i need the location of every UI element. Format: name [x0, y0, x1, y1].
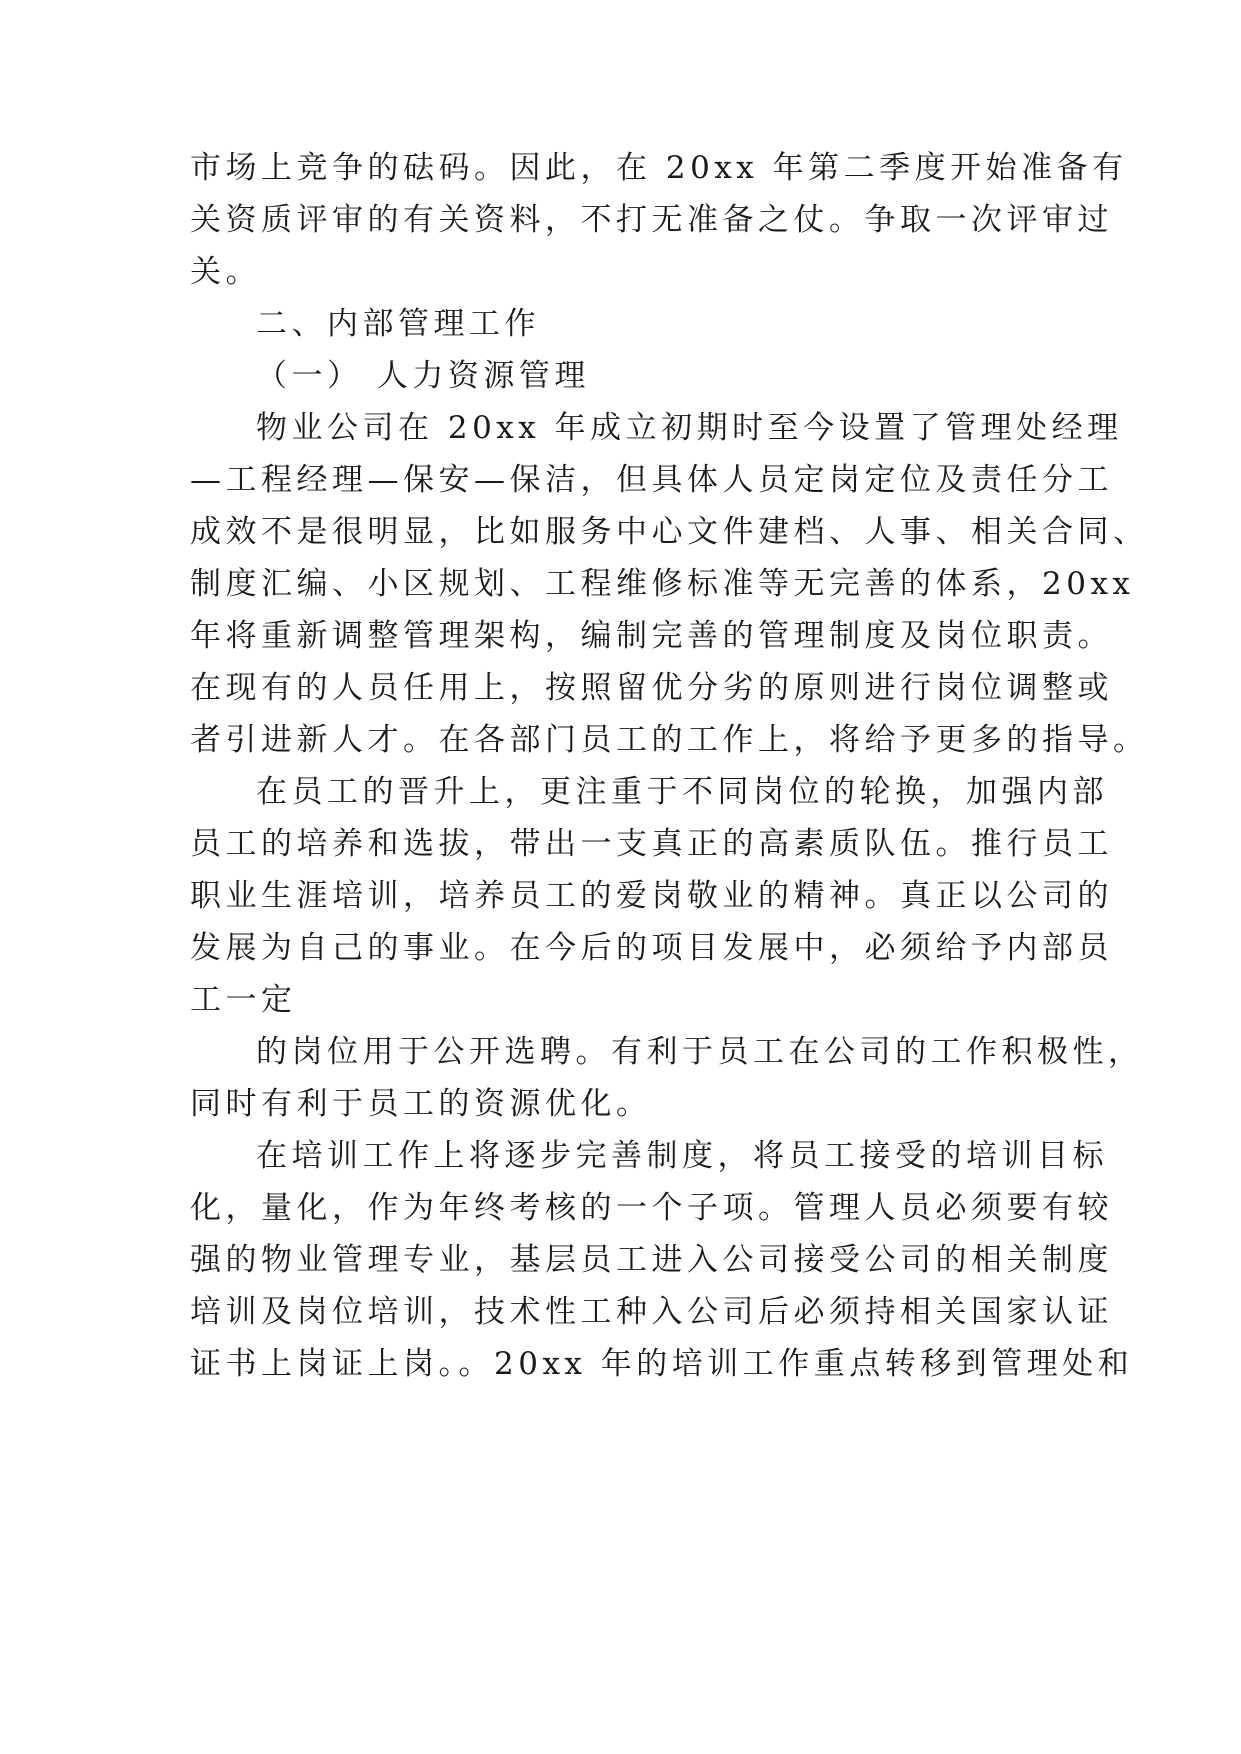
paragraph-line: 在员工的晋升上，更注重于不同岗位的轮换，加强内部 [256, 774, 1108, 810]
paragraph-line: 工一定 [190, 982, 297, 1018]
paragraph-line: 关。 [190, 254, 261, 290]
paragraph-line: 同时有利于员工的资源优化。 [190, 1086, 652, 1122]
paragraph-line: 成效不是很明显，比如服务中心文件建档、人事、相关合同、 [190, 514, 1149, 550]
paragraph-line: 强的物业管理专业，基层员工进入公司接受公司的相关制度 [190, 1242, 1113, 1278]
paragraph-line: 员工的培养和选拔，带出一支真正的高素质队伍。推行员工 [190, 826, 1113, 862]
subsection-heading: （一） 人力资源管理 [256, 358, 590, 394]
paragraph-line: 的岗位用于公开选聘。有利于员工在公司的工作积极性， [256, 1034, 1144, 1070]
paragraph-line: 在培训工作上将逐步完善制度，将员工接受的培训目标 [256, 1138, 1108, 1174]
paragraph-line: 者引进新人才。在各部门员工的工作上，将给予更多的指导。 [190, 722, 1149, 758]
paragraph-line: 市场上竞争的砝码。因此，在 20xx 年第二季度开始准备有 [190, 150, 1128, 186]
paragraph-line: 职业生涯培训，培养员工的爱岗敬业的精神。真正以公司的 [190, 878, 1113, 914]
paragraph-line: —工程经理—保安—保洁，但具体人员定岗定位及责任分工 [190, 462, 1113, 498]
paragraph-line: 培训及岗位培训，技术性工种入公司后必须持相关国家认证 [190, 1294, 1113, 1330]
paragraph-line: 发展为自己的事业。在今后的项目发展中，必须给予内部员 [190, 930, 1113, 966]
paragraph-line: 年将重新调整管理架构，编制完善的管理制度及岗位职责。 [190, 618, 1113, 654]
paragraph-line: 在现有的人员任用上，按照留优分劣的原则进行岗位调整或 [190, 670, 1113, 706]
paragraph-line: 化，量化，作为年终考核的一个子项。管理人员必须要有较 [190, 1190, 1113, 1226]
paragraph-line: 关资质评审的有关资料，不打无准备之仗。争取一次评审过 [190, 202, 1113, 238]
paragraph-line: 物业公司在 20xx 年成立初期时至今设置了管理处经理 [256, 410, 1123, 446]
paragraph-line: 证书上岗证上岗。。20xx 年的培训工作重点转移到管理处和 [190, 1346, 1134, 1382]
section-heading: 二、内部管理工作 [256, 306, 540, 342]
paragraph-line: 制度汇编、小区规划、工程维修标准等无完善的体系，20xx [190, 566, 1135, 602]
